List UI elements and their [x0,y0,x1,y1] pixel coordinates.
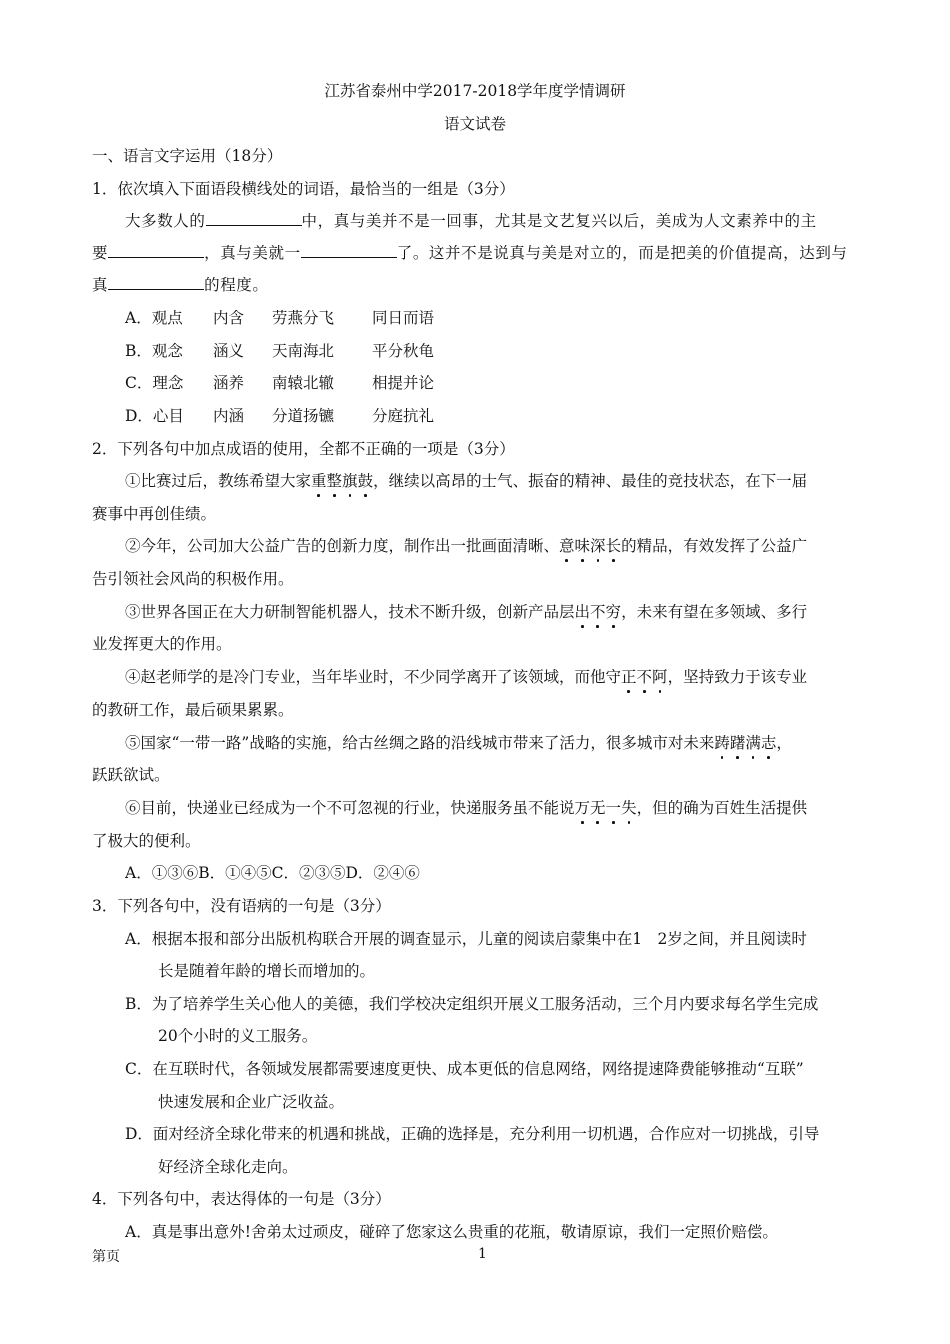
question-4-option-a: A．真是事出意外!舍弟太过顽皮，碰碎了您家这么贵重的花瓶，敬请原谅，我们一定照价赔偿。 [125,1223,778,1241]
dotted-idiom [714,734,776,752]
dotted-char: 味 [575,534,591,556]
question-3-option-b: B．为了培养学生关心他人的美德，我们学校决定组织开展义工服务活动，三个月内要求每名学生完成 [125,995,819,1013]
question-1-passage-line: 要 ，真与美就一 了。这并不是说真与美是对立的，而是把美的价值提高，达到与 [92,244,848,262]
question-4-stem: 4．下列各句中，表达得体的一句是（3分） [92,1190,391,1208]
dotted-char: 鼓 [358,469,374,491]
dotted-char: 万 [575,796,591,818]
page-number: 1 [478,1246,487,1262]
dotted-char: 旗 [342,469,358,491]
dotted-char: 出 [575,600,591,622]
dotted-idiom [621,668,668,686]
answer-blank [108,274,204,290]
dotted-char: 踌 [714,731,730,753]
question-2-sentence: ④赵老师学的是冷门专业，当年毕业时，不少同学离开了该领域，而他守正不阿，坚持致力于该专业 [125,665,807,687]
dotted-char: 失 [621,796,637,818]
question-1-option: C．理念 涵养 南辕北辙 相提并论 [125,374,435,392]
dotted-idiom [575,603,622,621]
question-2-stem: 2．下列各句中加点成语的使用，全都不正确的一项是（3分） [92,440,515,458]
question-2-sentence: ⑤国家“一带一路”战略的实施，给古丝绸之路的沿线城市带来了活力，很多城市对未来踌躇满志， [125,731,792,753]
question-3-option-b-cont: 20个小时的义工服务。 [158,1027,318,1045]
dotted-char: 不 [590,600,606,622]
dotted-char: 整 [327,469,343,491]
dotted-char: 正 [621,665,637,687]
question-2-sentence-cont: 告引领社会风尚的积极作用。 [92,570,294,588]
question-1-option: A．观点 内含 劳燕分飞 同日而语 [125,309,435,327]
question-2-sentence: ⑥目前，快递业已经成为一个不可忽视的行业，快递服务虽不能说万无一失，但的确为百姓生活提供 [125,796,807,818]
answer-blank [301,242,397,258]
question-2-sentence: ①比赛过后，教练希望大家重整旗鼓，继续以高昂的士气、振奋的精神、最佳的竞技状态，在下一届 [125,469,807,491]
answer-blank [206,210,302,226]
question-3-option-c-cont: 快速发展和企业广泛收益。 [158,1093,345,1111]
question-3-option-d-cont: 好经济全球化走向。 [158,1158,298,1176]
question-2-sentence: ②今年，公司加大公益广告的创新力度，制作出一批画面清晰、意味深长的精品，有效发挥了公益广 [125,534,807,556]
question-1-passage-line: 大多数人的 中，真与美并不是一回事，尤其是文艺复兴以后，美成为人文素养中的主 [125,212,817,230]
question-2-sentence-cont: 跃跃欲试。 [92,766,170,784]
question-2-sentence-cont: 了极大的便利。 [92,832,201,850]
dotted-char: 一 [606,796,622,818]
question-3-option-d: D．面对经济全球化带来的机遇和挑战，正确的选择是，充分利用一切机遇，合作应对一切挑战，引导 [125,1125,820,1143]
dotted-char: 深 [590,534,606,556]
dotted-char: 不 [637,665,653,687]
question-2-sentence-cont: 赛事中再创佳绩。 [92,505,217,523]
question-3-stem: 3．下列各句中，没有语病的一句是（3分） [92,897,391,915]
question-1-option: B．观念 涵义 天南海北 平分秋龟 [125,342,435,360]
dotted-char: 志 [761,731,777,753]
question-2-options: A．①③⑥B．①④⑤C．②③⑤D．②④⑥ [125,864,420,882]
question-1-option: D．心目 内涵 分道扬镳 分庭抗礼 [125,407,435,425]
footer-label: 第页 [92,1249,120,1265]
section-heading: 一、语言文字运用（18分） [92,147,283,165]
question-2-sentence: ③世界各国正在大力研制智能机器人，技术不断升级，创新产品层出不穷，未来有望在多领域、多行 [125,600,807,622]
question-2-sentence-cont: 业发挥更大的作用。 [92,635,232,653]
dotted-char: 阿 [652,665,668,687]
question-1-passage-line: 真 的程度。 [92,276,269,294]
dotted-char: 满 [745,731,761,753]
question-3-option-c: C．在互联时代，各领域发展都需要速度更快、成本更低的信息网络，网络提速降费能够推动“互联” [125,1060,804,1078]
dotted-char: 长 [606,534,622,556]
dotted-idiom [559,537,621,555]
dotted-char: 重 [311,469,327,491]
question-3-option-a: A．根据本报和部分出版机构联合开展的调查显示，儿童的阅读启蒙集中在1 2岁之间，并且阅读时 [125,930,807,948]
dotted-char: 无 [590,796,606,818]
dotted-idiom [311,472,373,490]
answer-blank [108,242,204,258]
page-subtitle: 语文试卷 [443,115,506,133]
page-title: 江苏省泰州中学2017-2018学年度学情调研 [324,82,626,100]
dotted-char: 躇 [730,731,746,753]
dotted-idiom [575,799,637,817]
question-1-stem: 1．依次填入下面语段横线处的词语，最恰当的一组是（3分） [92,180,515,198]
dotted-char: 穷 [606,600,622,622]
question-2-sentence-cont: 的教研工作，最后硕果累累。 [92,701,294,719]
question-3-option-a-cont: 长是随着年龄的增长而增加的。 [158,962,376,980]
dotted-char: 意 [559,534,575,556]
